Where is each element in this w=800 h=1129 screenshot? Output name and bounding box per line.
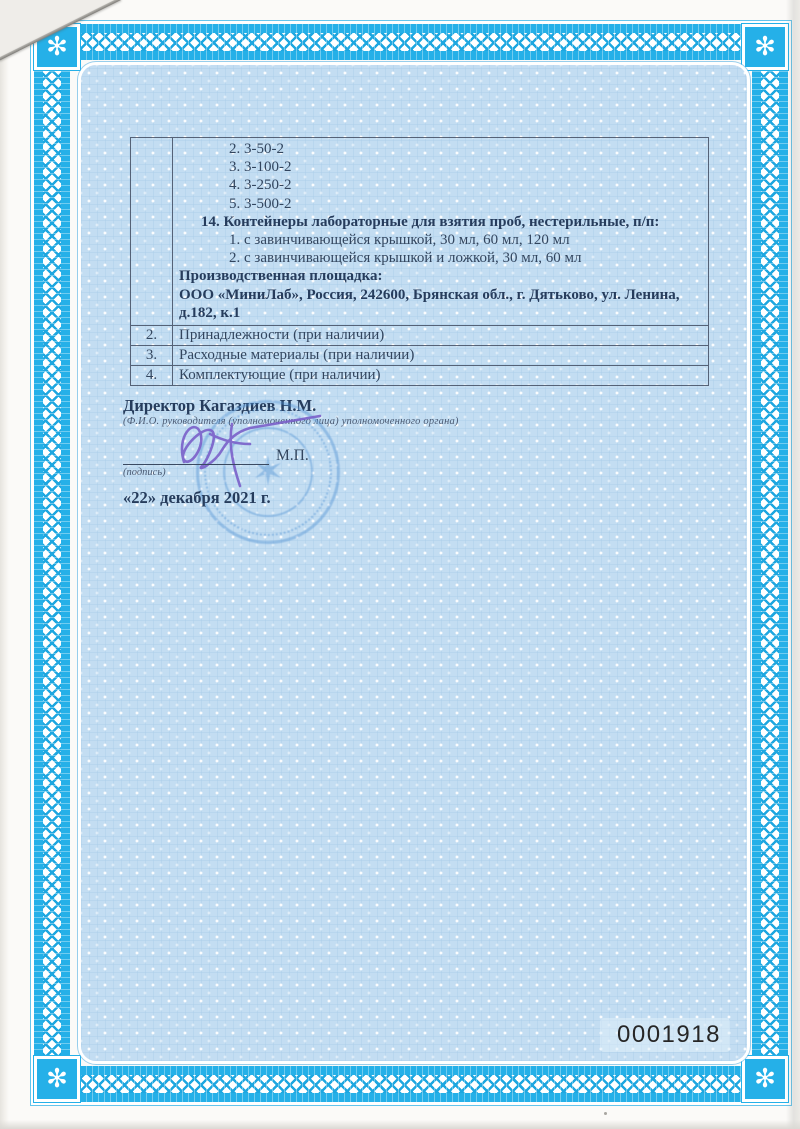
ornament-glyph: ✻: [754, 1064, 776, 1094]
table-cell-number: 4.: [131, 366, 173, 385]
border-band-right: [752, 70, 788, 1056]
table-line: 1. с завинчивающейся крышкой, 30 мл, 60 мл, 120 мл: [229, 232, 570, 249]
scanner-edge-bottom: [0, 1120, 800, 1129]
product-table: [130, 137, 709, 386]
signature-caption: (подпись): [123, 467, 166, 478]
corner-ornament-icon: [742, 24, 788, 70]
table-cell-number: 2.: [131, 326, 173, 345]
table-cell-number: 3.: [131, 346, 173, 365]
table-row-continuation: [131, 138, 708, 325]
stamp-emblem-glyph: ✶: [251, 449, 285, 495]
signature-line: [123, 444, 269, 465]
scanner-edge-left: [0, 0, 9, 1129]
ornament-glyph: ✻: [754, 32, 776, 62]
table-line-address: д.182, к.1: [179, 304, 241, 321]
table-cell-content: [173, 138, 708, 325]
ornament-glyph: ✻: [46, 32, 68, 62]
table-line: 3. 3-100-2: [229, 159, 292, 176]
corner-ornament-icon: [742, 1056, 788, 1102]
table-line-heading: 14. Контейнеры лабораторные для взятия проб, нестерильные, п/п:: [201, 213, 660, 230]
table-line: 2. с завинчивающейся крышкой и ложкой, 30 мл, 60 мл: [229, 250, 582, 267]
director-name-line: Директор Кагаздиев Н.М.: [123, 396, 317, 415]
table-row: [131, 325, 708, 345]
border-band-top: [80, 24, 742, 60]
table-cell-number-empty: [131, 138, 173, 325]
table-line-address: ООО «МиниЛаб», Россия, 242600, Брянская обл., г. Дятьково, ул. Ленина,: [179, 286, 680, 303]
table-cell-label: Комплектующие (при наличии): [179, 367, 381, 384]
stamp-abbr-label: М.П.: [276, 447, 309, 464]
table-line-heading: Производственная площадка:: [179, 268, 383, 285]
table-line: 2. 3-50-2: [229, 141, 284, 157]
table-cell-label: Расходные материалы (при наличии): [179, 347, 415, 364]
ornament-glyph: ✻: [46, 1064, 68, 1094]
scanner-edge-right: [786, 0, 800, 1129]
scan-speck: [604, 1112, 607, 1115]
table-row: [131, 345, 708, 365]
director-caption: (Ф.И.О. руководителя (уполномоченного лица) уполномоченного органа): [123, 416, 459, 427]
serial-number: 0001918: [617, 1021, 721, 1048]
table-line: 4. 3-250-2: [229, 177, 292, 194]
document-date: «22» декабря 2021 г.: [123, 488, 271, 507]
table-cell-label: Принадлежности (при наличии): [179, 327, 385, 344]
table-line: 5. 3-500-2: [229, 195, 292, 212]
table-row: [131, 365, 708, 385]
corner-ornament-icon: [34, 1056, 80, 1102]
border-band-left: [34, 70, 70, 1056]
border-band-bottom: [80, 1066, 742, 1102]
